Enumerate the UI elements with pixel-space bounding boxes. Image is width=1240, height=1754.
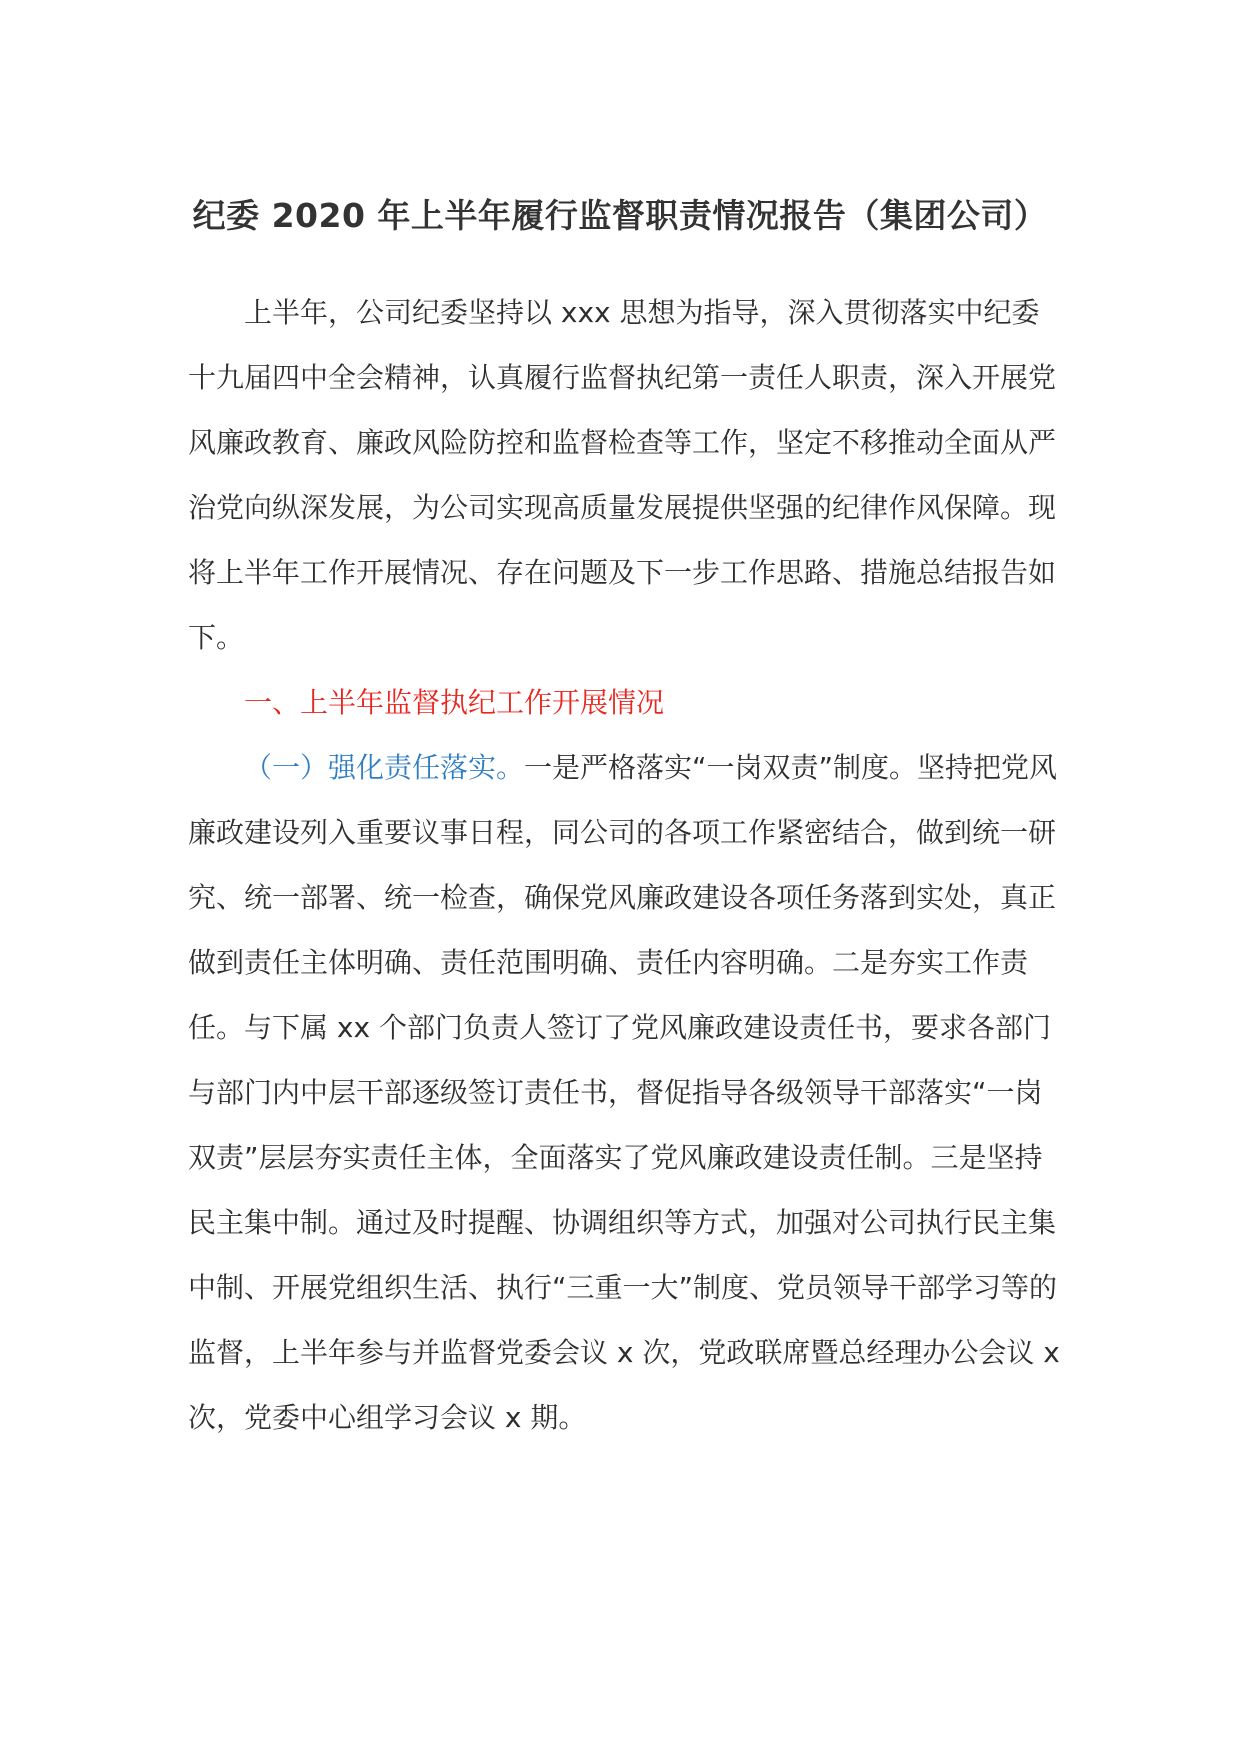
document-body <box>188 280 1060 1450</box>
subsection-paragraph <box>188 735 1060 1450</box>
subsection-text: 一是严格落实“一岗双责”制度。坚持把党风廉政建设列入重要议事日程，同公司的各项工作紧密结合，做到统一研究、统一部署、统一检查，确保党风廉政建设各项任务落到实处，真正做到责任主体明确、责任范围明确、责任内容明确。二是夯实工作责任。与下属 xx 个部门负责人签订了党风廉政建设责任书，要求各部门与部门内中层干部逐级签订责任书，督促指导各级领导干部落实“一岗双责”层层夯实责任主体，全面落实了党风廉政建设责任制。三是坚持民主集中制。通过及时提醒、协调组织等方式，加强对公司执行民主集中制、开展党组织生活、执行“三重一大”制度、党员领导干部学习等的监督，上半年参与并监督党委会议 x 次，党政联席暨总经理办公会议 x 次，党委中心组学习会议 x 期。 <box>188 751 1060 1434</box>
document-title: 纪委 2020 年上半年履行监督职责情况报告（集团公司） <box>192 196 1048 235</box>
intro-paragraph: 上半年，公司纪委坚持以 xxx 思想为指导，深入贯彻落实中纪委十九届四中全会精神，认真履行监督执纪第一责任人职责，深入开展党风廉政教育、廉政风险防控和监督检查等工作，坚定不移推动全面从严治党向纵深发展，为公司实现高质量发展提供坚强的纪律作风保障。现将上半年工作开展情况、存在问题及下一步工作思路、措施总结报告如下。 <box>188 296 1057 654</box>
subsection-label: （一）强化责任落实。 <box>244 751 525 784</box>
section-heading: 一、上半年监督执纪工作开展情况 <box>244 686 665 719</box>
